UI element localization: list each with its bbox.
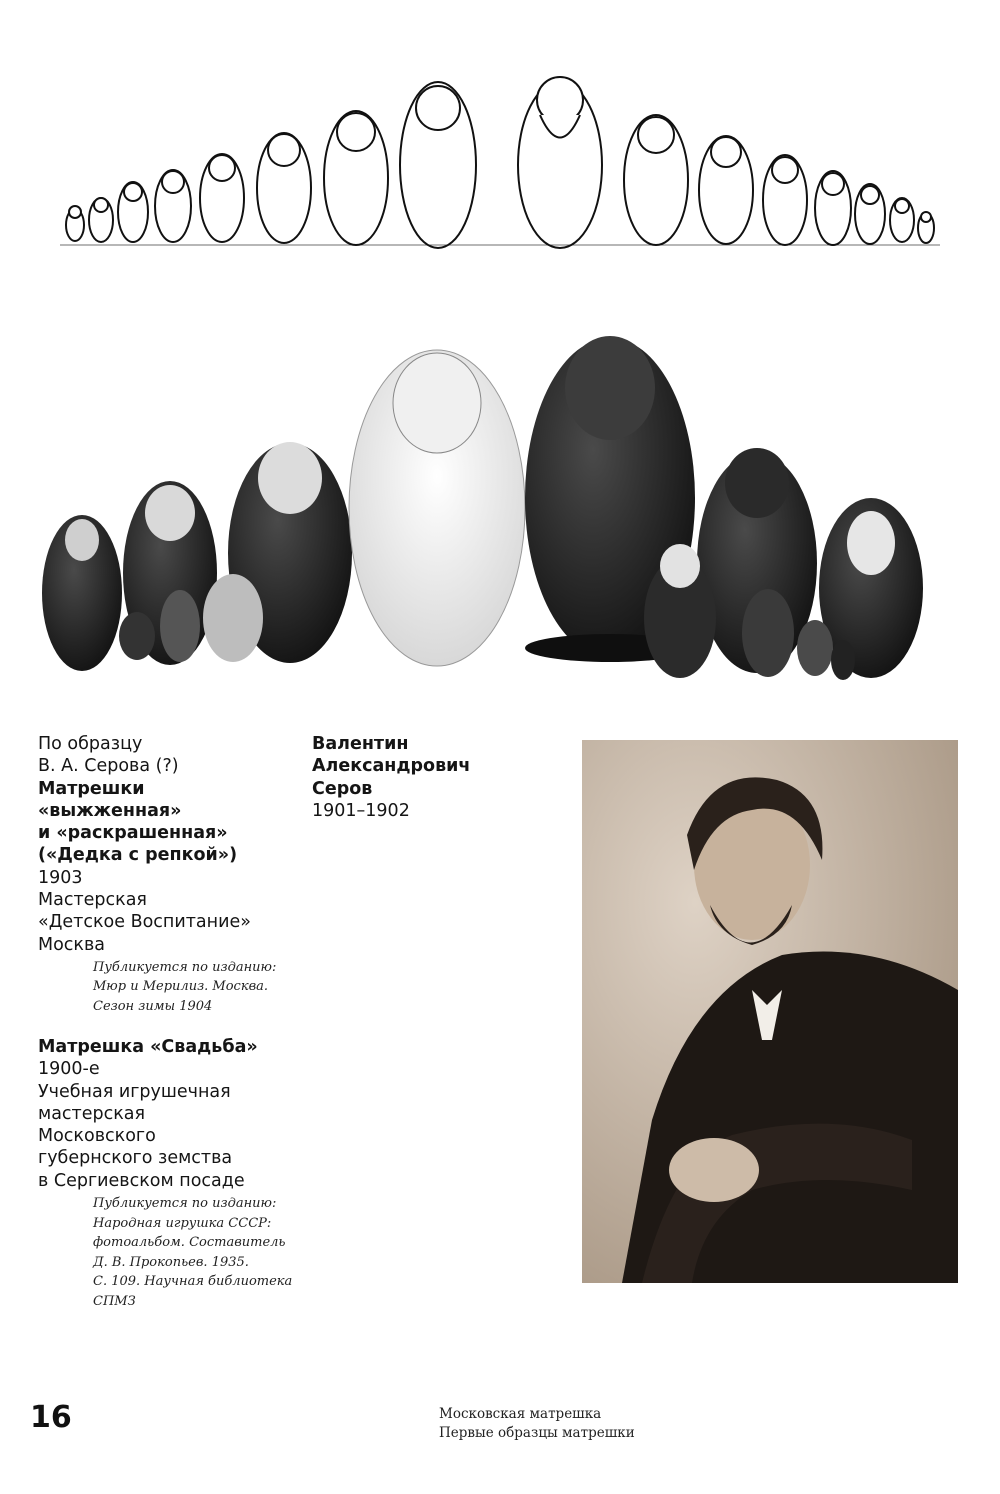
publication-note	[93, 1194, 308, 1311]
engraved-doll-grandfather	[518, 77, 602, 248]
engraved-doll	[763, 155, 807, 245]
wedding-matryoshka-photo	[35, 318, 935, 690]
caption-detail: Москва	[38, 934, 106, 955]
caption-serov-portrait	[312, 733, 532, 822]
serov-portrait-photo	[582, 740, 958, 1283]
caption-wedding-doll	[38, 1036, 308, 1311]
engraved-doll	[66, 206, 84, 241]
caption-title-line: Александрович	[312, 756, 471, 777]
engraved-doll	[624, 115, 688, 245]
photo-doll-bride	[349, 350, 525, 666]
engraved-doll	[118, 182, 148, 242]
caption-burned-painted-dolls	[38, 733, 298, 1016]
engraved-doll	[89, 198, 113, 242]
caption-line: В. А. Серова (?)	[38, 756, 179, 777]
caption-title-line: Матрешки	[38, 778, 145, 799]
engraved-doll	[257, 133, 311, 243]
caption-title: Матрешка «Свадьба»	[38, 1037, 258, 1057]
running-head	[439, 1405, 635, 1443]
running-head-line: Московская матрешка	[439, 1406, 602, 1422]
caption-detail: в Сергиевском посаде	[38, 1170, 245, 1191]
caption-detail: Мастерская	[38, 890, 147, 911]
publication-line: С. 109. Научная библиотека	[93, 1274, 293, 1290]
publication-line: Публикуется по изданию:	[93, 959, 277, 975]
engraving-dolls-illustration	[60, 40, 940, 255]
publication-line: фотоальбом. Составитель	[93, 1235, 286, 1251]
publication-line: Публикуется по изданию:	[93, 1196, 277, 1212]
caption-years: 1901–1902	[312, 800, 410, 821]
caption-title-line: («Дедка с репкой»)	[38, 845, 238, 866]
caption-detail: Учебная игрушечная	[38, 1081, 231, 1102]
publication-note	[93, 958, 298, 1017]
caption-detail: «Детское Воспитание»	[38, 912, 251, 933]
running-head-line: Первые образцы матрешки	[439, 1425, 635, 1441]
caption-detail: 1903	[38, 867, 83, 888]
page-number: 16	[30, 1400, 72, 1435]
engraved-doll	[400, 82, 476, 248]
engraved-doll	[200, 154, 244, 242]
publication-line: СПМЗ	[93, 1293, 136, 1309]
engraved-doll	[815, 171, 851, 245]
caption-title-line: Серов	[312, 778, 373, 799]
caption-detail: Московского	[38, 1126, 156, 1147]
engraved-doll	[918, 212, 934, 243]
caption-detail: 1900-е	[38, 1059, 100, 1080]
caption-title-line: и «раскрашенная»	[38, 823, 228, 844]
caption-title-line: Валентин	[312, 734, 409, 754]
caption-title-line: «выжженная»	[38, 800, 182, 821]
engraved-doll	[890, 198, 914, 242]
engraved-doll	[324, 111, 388, 245]
publication-line: Сезон зимы 1904	[93, 998, 213, 1014]
publication-line: Д. В. Прокопьев. 1935.	[93, 1254, 249, 1270]
engraved-doll	[699, 136, 753, 244]
caption-detail: губернского земства	[38, 1148, 233, 1169]
engraved-doll	[155, 170, 191, 242]
publication-line: Народная игрушка СССР:	[93, 1215, 272, 1231]
publication-line: Мюр и Мерилиз. Москва.	[93, 979, 269, 995]
engraved-doll	[855, 184, 885, 244]
photo-doll-girl	[42, 515, 122, 671]
caption-detail: мастерская	[38, 1103, 146, 1124]
caption-line: По образцу	[38, 734, 143, 754]
